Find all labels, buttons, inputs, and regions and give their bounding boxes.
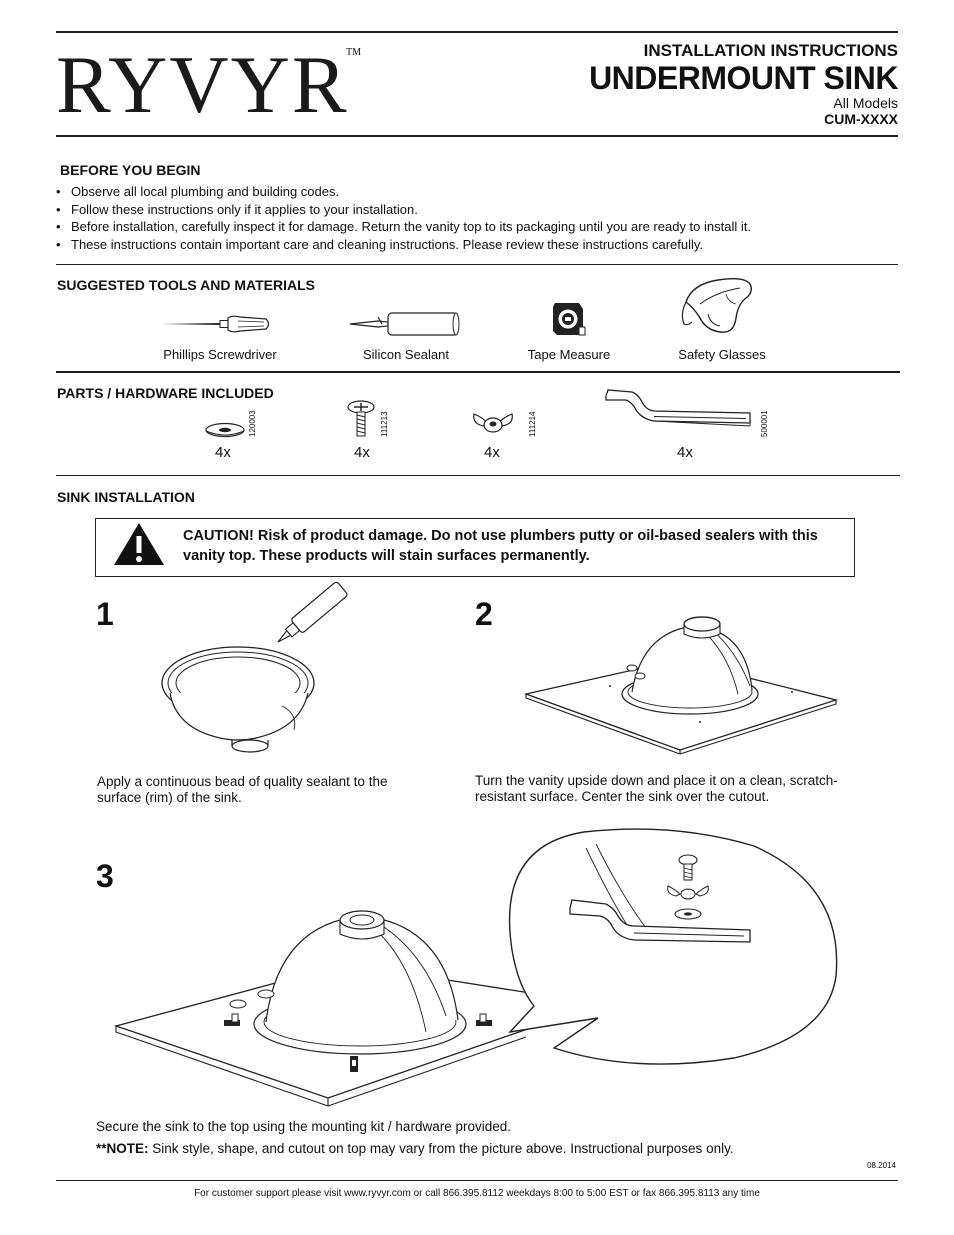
part-quantity: 4x (215, 444, 231, 461)
mounting-bracket (350, 1056, 358, 1072)
vanity-upside-down-illustration (524, 610, 838, 754)
top-rule (56, 31, 898, 33)
part-number: 111214 (528, 411, 537, 437)
screw-icon (346, 399, 376, 439)
mounting-clip-icon (604, 388, 754, 438)
step-text: Secure the sink to the top using the mounting kit / hardware provided. (96, 1119, 511, 1134)
step-text: Apply a continuous bead of quality sealant to the surface (rim) of the sink. (97, 774, 388, 805)
before-item: • Observe all local plumbing and building codes. (56, 183, 751, 201)
mounting-kit-illustration (114, 826, 858, 1110)
brand-logo: RYVYR (56, 39, 349, 130)
part-quantity: 4x (677, 444, 693, 461)
washer-icon (204, 421, 246, 439)
part-number: 500001 (760, 410, 769, 437)
installation-title: SINK INSTALLATION (57, 489, 195, 505)
tools-title: SUGGESTED TOOLS AND MATERIALS (57, 277, 315, 293)
tape-measure-icon (551, 301, 585, 337)
revision-date: 08.2014 (867, 1161, 896, 1170)
before-item: • Follow these instructions only if it applies to your installation. (56, 201, 751, 219)
before-item: • Before installation, carefully inspect it for damage. Return the vanity top to its packaging until you are ready to install it. (56, 218, 751, 236)
note-text: Sink style, shape, and cutout on top may vary from the picture above. Instructional purposes only. (148, 1141, 734, 1156)
screwdriver-icon (160, 313, 272, 335)
models-label: All Models (833, 95, 898, 111)
divider (56, 264, 898, 265)
before-title: BEFORE YOU BEGIN (60, 162, 201, 178)
document-title: UNDERMOUNT SINK (589, 60, 898, 96)
part-number: 111213 (380, 411, 389, 437)
part-quantity: 4x (484, 444, 500, 461)
wing-nut-icon (470, 410, 516, 436)
footer-rule (56, 1180, 898, 1181)
tool-label: Phillips Screwdriver (163, 347, 277, 362)
part-number: 120003 (248, 410, 257, 437)
caution-text: CAUTION! Risk of product damage. Do not use plumbers putty or oil-based sealers with this vanity top. These products will stain surfaces permanently. (183, 528, 818, 564)
safety-glasses-icon (678, 274, 754, 340)
part-quantity: 4x (354, 444, 370, 461)
step-number: 1 (96, 596, 114, 632)
tool-label: Safety Glasses (678, 347, 766, 362)
before-item: • These instructions contain important care and cleaning instructions. Please review these instructions carefully. (56, 236, 751, 254)
step-number: 3 (96, 858, 114, 894)
customer-support-footer: For customer support please visit www.ryvyr.com or call 866.395.8112 weekdays 8:00 to 5:00 EST or fax 866.395.8113 any time (194, 1188, 760, 1199)
tool-label: Silicon Sealant (363, 347, 449, 362)
note (96, 1141, 876, 1157)
divider (56, 371, 900, 373)
before-list (56, 183, 751, 253)
parts-title: PARTS / HARDWARE INCLUDED (57, 385, 274, 401)
note-label: **NOTE: (96, 1141, 149, 1156)
document-subtitle: INSTALLATION INSTRUCTIONS (643, 41, 898, 60)
tool-label: Tape Measure (527, 347, 611, 362)
step-text: Turn the vanity upside down and place it on a clean, scratch-resistant surface. Center the sink over the cutout. (475, 773, 838, 804)
header-rule (56, 135, 898, 137)
step-number: 2 (475, 596, 493, 632)
trademark-mark: TM (346, 47, 361, 58)
sink-sealant-illustration (160, 598, 370, 754)
warning-triangle-icon (113, 522, 165, 566)
model-code: CUM-XXXX (824, 111, 898, 127)
sealant-tube-icon (348, 309, 463, 339)
divider (56, 475, 900, 476)
